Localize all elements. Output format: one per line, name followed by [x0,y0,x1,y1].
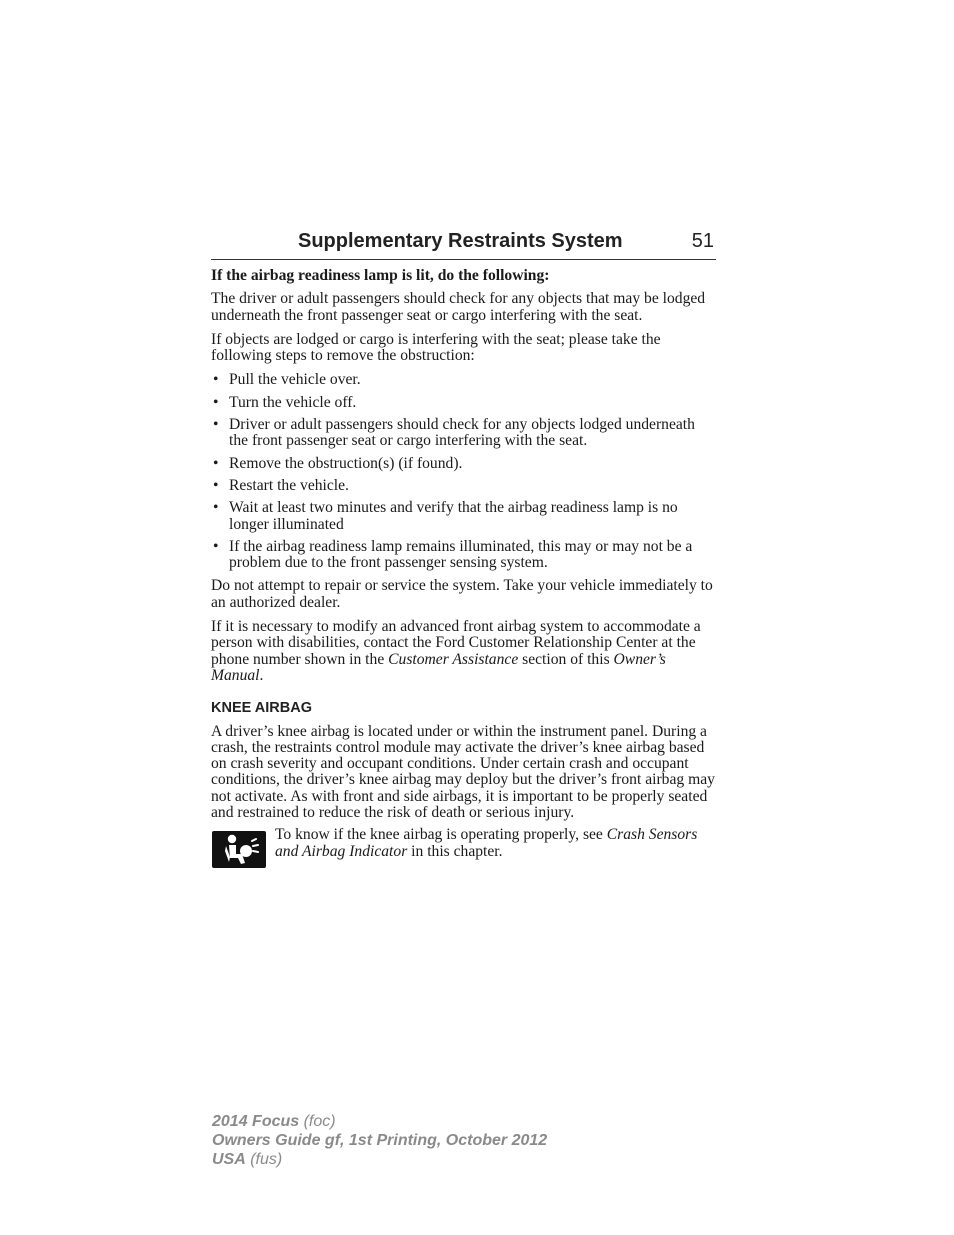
list-item: • Restart the vehicle. [211,478,716,494]
knee-airbag-heading: KNEE AIRBAG [211,700,312,717]
cross-reference: Crash Sensors and Airbag Indicator [275,826,698,860]
airbag-warning-icon [212,831,266,868]
paragraph-knee-airbag: A driver’s knee airbag is located under or within the instrument panel. During a crash, the restraints control module may activate the driver’s knee airbag based on crash severity and occupant conditions. Under certain crash and occupant conditions, the driver’s knee airbag may deploy but the driver’s front airbag may not activate. As with front and side airbags, it is important to be properly seated and restrained to reduce the risk of death or serious injury. [211,722,715,822]
market-name: USA [212,1151,246,1168]
model-name: 2014 Focus [212,1113,300,1130]
text-run: If it is necessary to modify an advanced front airbag system to accommodate a person with disabilities, contact the Ford Customer Relationship Center at the phone number shown in the [211,618,701,668]
list-item: • Turn the vehicle off. [211,395,716,411]
guide-edition: Owners Guide gf, 1st Printing, October 2012 [212,1132,548,1149]
footer-line [212,1112,547,1131]
footer-line [212,1150,547,1169]
list-item: • Driver or adult passengers should check for any objects lodged underneath the front passenger seat or cargo interfering with the seat. [211,417,716,450]
steps-list [211,372,716,571]
knee-airbag-note [211,827,716,865]
footer-line [212,1131,547,1150]
list-item: • If the airbag readiness lamp remains illuminated, this may or may not be a problem due to the front passenger sensing system. [211,539,716,572]
paragraph-check-objects: The driver or adult passengers should check for any objects that may be lodged underneath the front passenger seat or cargo interfering with the seat. [211,290,706,324]
market-code: (fus) [245,1151,283,1168]
text-run: section of this [518,650,614,668]
instruction-lead: If the airbag readiness lamp is lit, do the following: [211,267,550,284]
page-header [211,228,716,260]
page-footer [212,1112,547,1169]
page-number: 51 [691,230,714,252]
paragraph-service: Do not attempt to repair or service the system. Take your vehicle immediately to an authorized dealer. [211,577,713,611]
text-run: . [259,666,264,684]
text-run: in this chapter. [407,842,503,860]
cross-reference: Customer Assistance [388,650,519,668]
text-run: To know if the knee airbag is operating properly, see [275,826,607,844]
paragraph-obstruction: If objects are lodged or cargo is interfering with the seat; please take the following steps to remove the obstruction: [211,330,661,365]
cross-reference: Owner’s Manual [211,650,666,684]
list-item: • Pull the vehicle over. [211,372,716,388]
paragraph-modify-airbag [211,619,716,684]
list-item: • Wait at least two minutes and verify that the airbag readiness lamp is no longer illuminated [211,500,716,533]
section-title: Supplementary Restraints System [298,230,623,252]
list-item: • Remove the obstruction(s) (if found). [211,456,716,472]
page-content [211,268,716,865]
model-code: (foc) [299,1113,336,1130]
